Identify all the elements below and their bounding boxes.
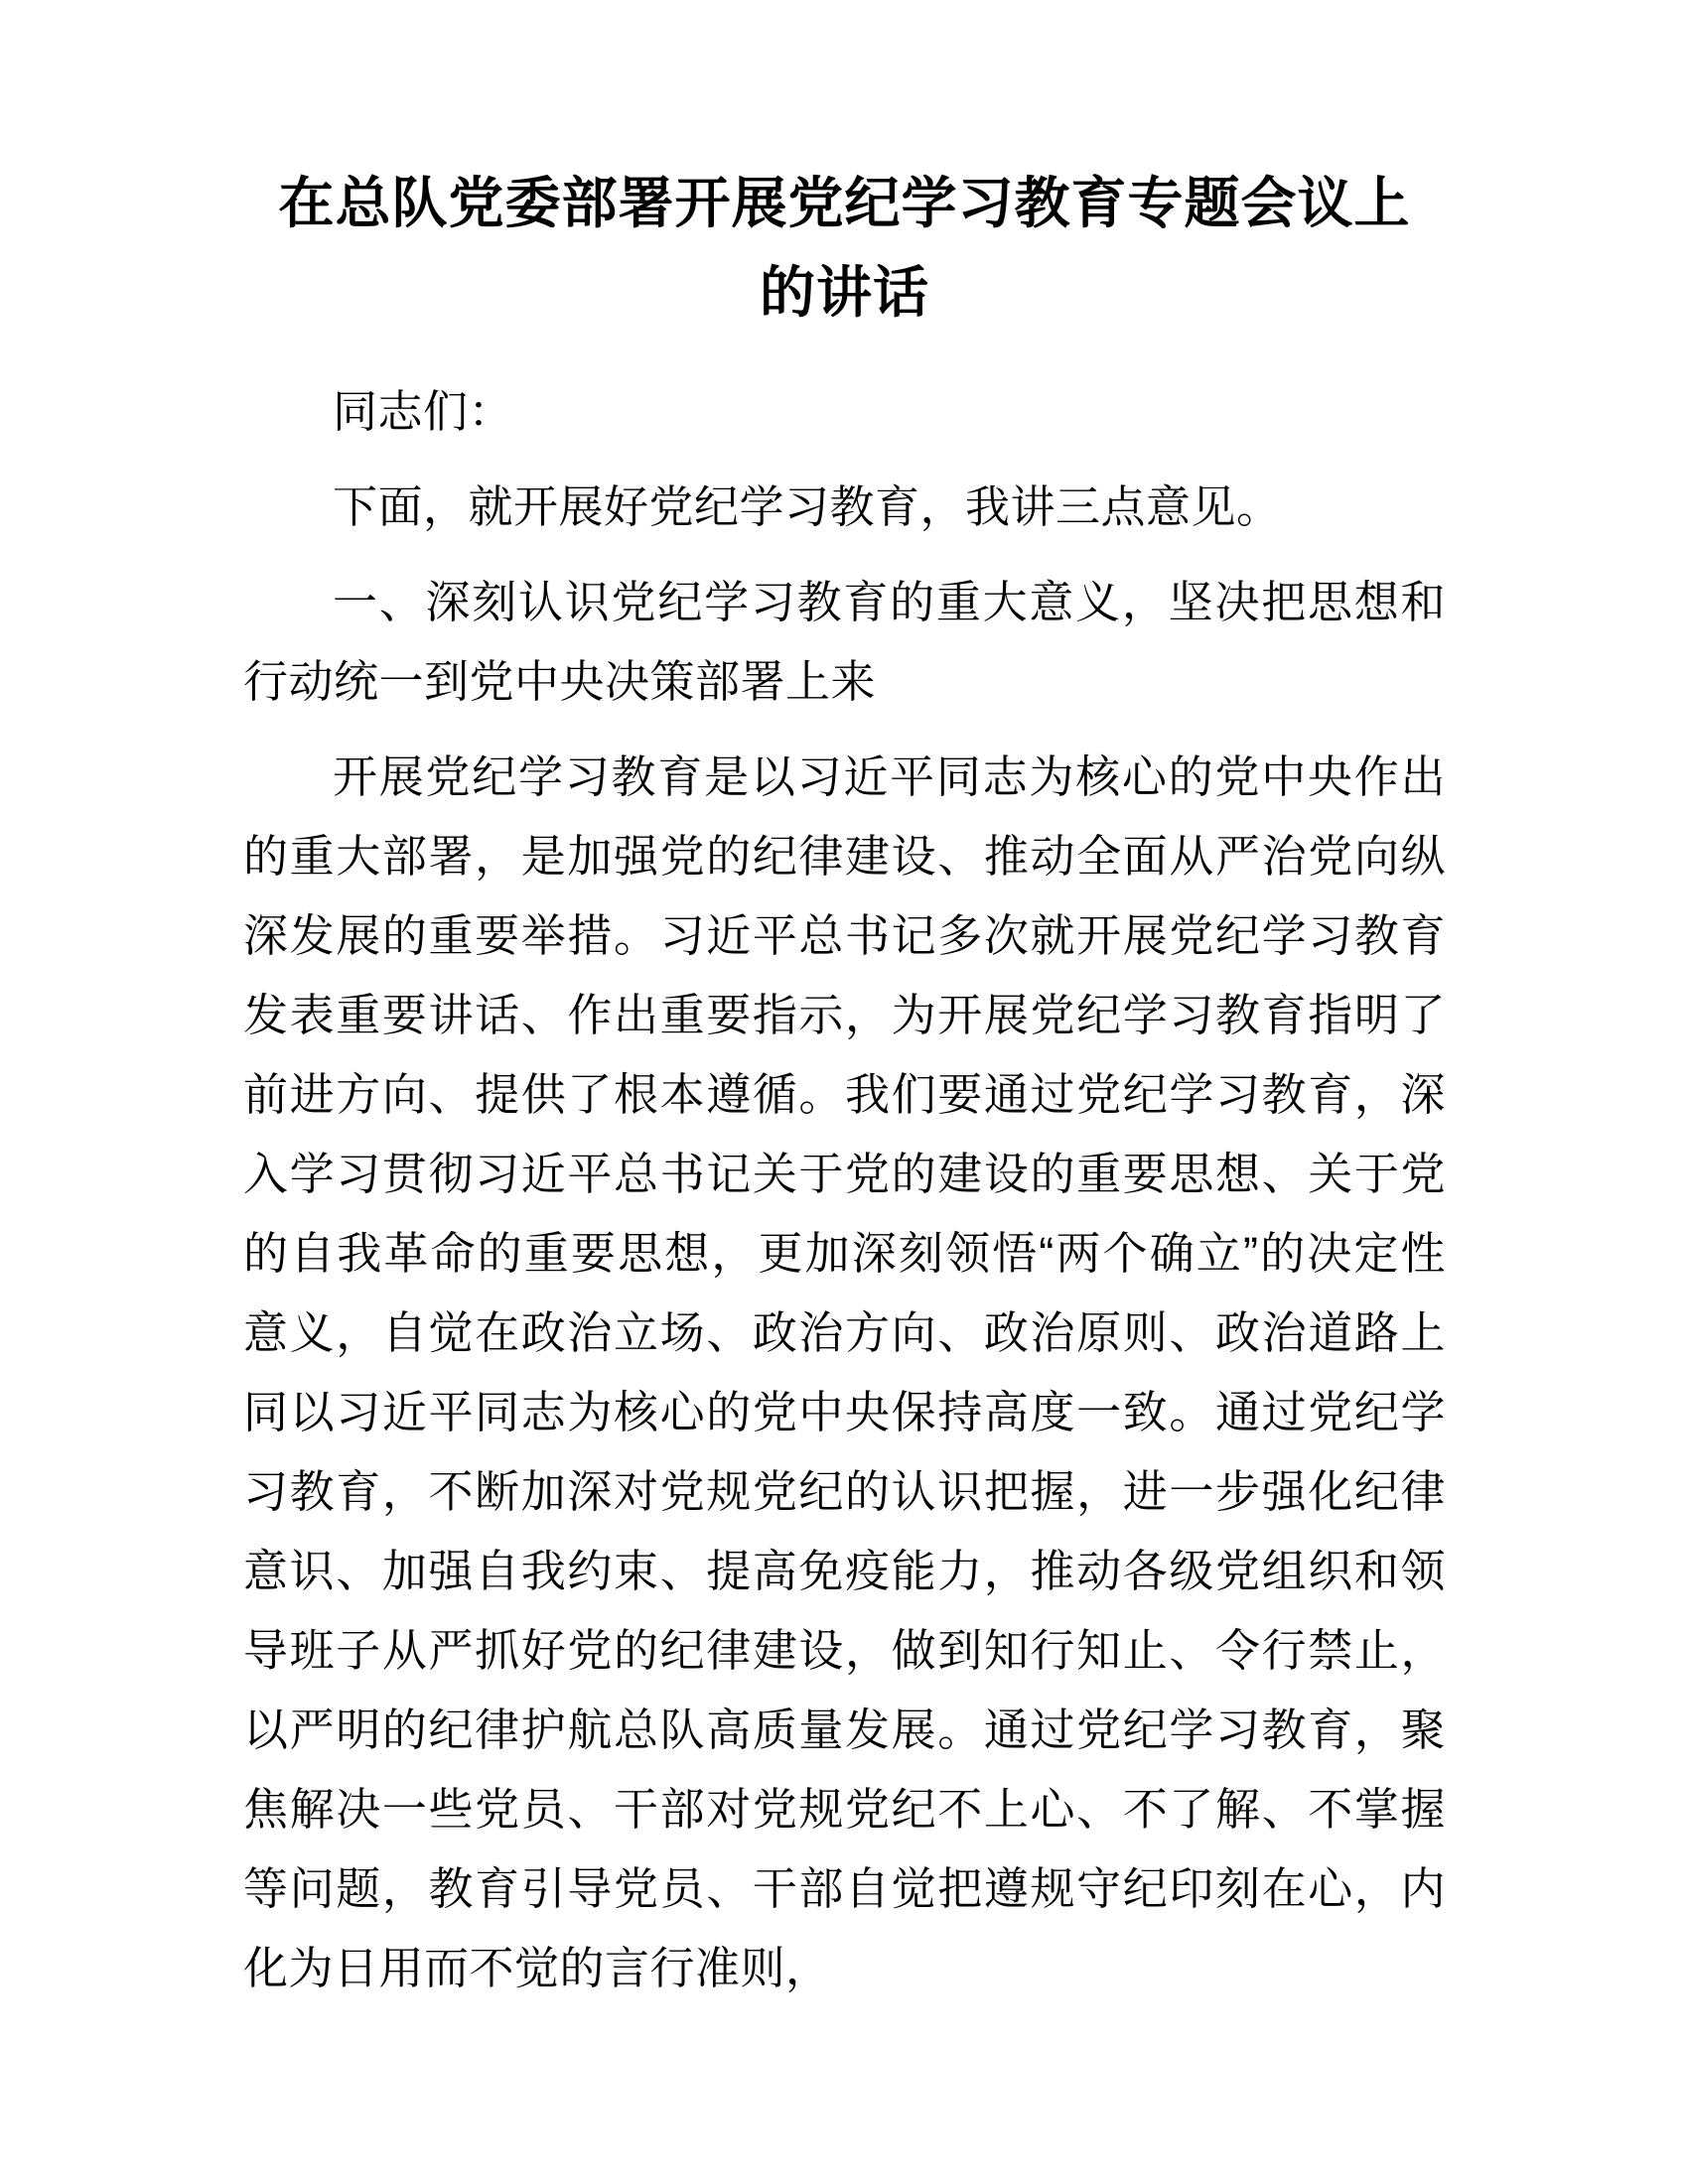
document-title-line-1: 在总队党委部署开展党纪学习教育专题会议上 — [278, 172, 1411, 234]
paragraph-salutation: 同志们： — [333, 386, 514, 438]
paragraph-section-1-body: 开展党纪学习教育是以习近平同志为核心的党中央作出的重大部署，是加强党的纪律建设、推动全面从严治党向纵深发展的重要举措。习近平总书记多次就开展党纪学习教育发表重要讲话、作出重要指示，为开展党纪学习教育指明了前进方向、提供了根本遵循。我们要通过党纪学习教育，深入学习贯彻习近平总书记关于党的建设的重要思想、关于党的自我革命的重要思想，更加深刻领悟“两个确立”的决定性意义，自觉在政治立场、政治方向、政治原则、政治道路上同以习近平同志为核心的党中央保持高度一致。通过党纪学习教育，不断加深对党规党纪的认识把握，进一步强化纪律意识、加强自我约束、提高免疫能力，推动各级党组织和领导班子从严抓好党的纪律建设，做到知行知止、令行禁止，以严明的纪律护航总队高质量发展。通过党纪学习教育，聚焦解决一些党员、干部对党规党纪不上心、不了解、不掌握等问题，教育引导党员、干部自觉把遵规守纪印刻在心，内化为日用而不觉的言行准则， — [243, 751, 1446, 1994]
document-title-line-2: 的讲话 — [760, 260, 929, 324]
paragraph-section-heading-1: 一、深刻认识党纪学习教育的重大意义，坚决把思想和行动统一到党中央决策部署上来 — [243, 577, 1446, 708]
document-title — [243, 159, 1446, 337]
document-body — [243, 372, 1446, 2008]
paragraph-intro: 下面，就开展好党纪学习教育，我讲三点意见。 — [333, 481, 1282, 533]
